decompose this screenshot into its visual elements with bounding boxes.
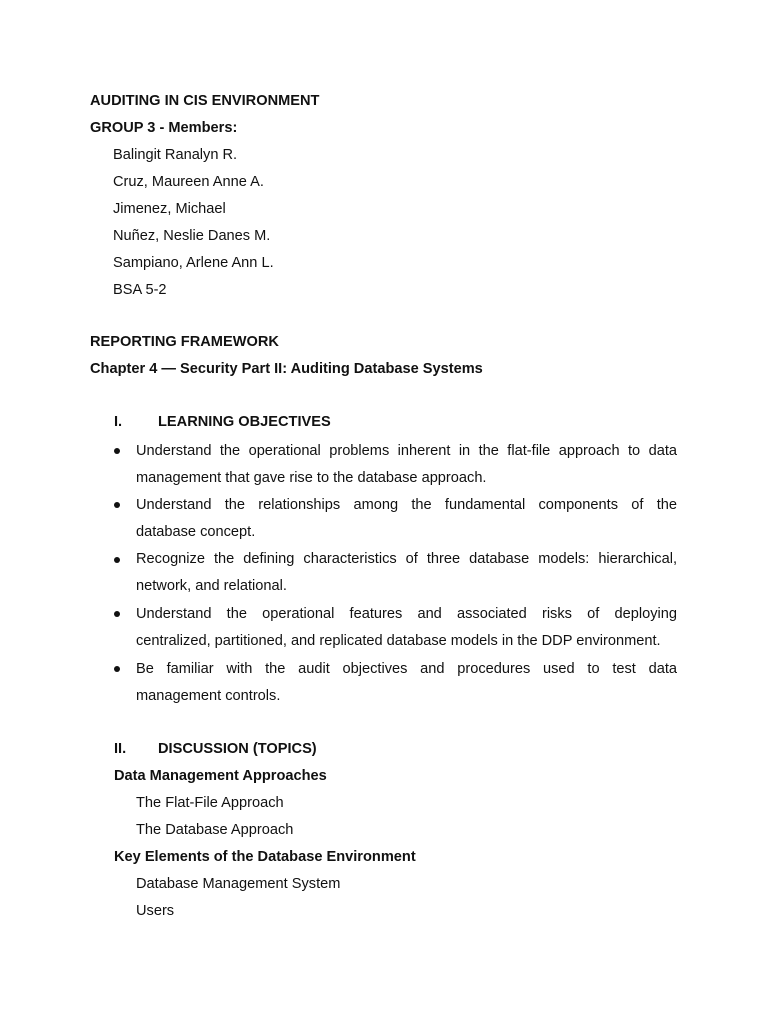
- group-heading: GROUP 3 - Members:: [90, 120, 238, 136]
- bullet-icon: [114, 666, 120, 672]
- objective-line: Understand the operational problems inherent in the flat-file approach to data: [136, 443, 677, 459]
- section-code: BSA 5-2: [113, 282, 167, 298]
- bullet-icon: [114, 611, 120, 617]
- chapter-title: Chapter 4 — Security Part II: Auditing Database Systems: [90, 361, 483, 377]
- topic-item: Users: [136, 903, 175, 919]
- document-title: AUDITING IN CIS ENVIRONMENT: [90, 93, 320, 109]
- topic-item: The Database Approach: [136, 822, 294, 838]
- section-numeral: I.: [114, 414, 123, 430]
- objective-item: [136, 492, 677, 546]
- framework-title: REPORTING FRAMEWORK: [90, 334, 279, 350]
- bullet-icon: [114, 502, 120, 508]
- objective-line: Understand the relationships among the fundamental components of the: [136, 497, 677, 513]
- topic-item: The Flat-File Approach: [136, 795, 284, 811]
- topic-heading: Key Elements of the Database Environment: [114, 849, 416, 865]
- topic-heading: Data Management Approaches: [114, 768, 327, 784]
- objective-item: [136, 438, 677, 492]
- member-name: Balingit Ranalyn R.: [113, 147, 238, 163]
- bullet-icon: [114, 557, 120, 563]
- objective-line: database concept.: [136, 524, 256, 540]
- objective-item: [136, 601, 677, 655]
- objective-line: Understand the operational features and associated risks of deploying: [136, 606, 677, 622]
- topic-item: Database Management System: [136, 876, 341, 892]
- objective-line: centralized, partitioned, and replicated database models in the DDP environment.: [136, 633, 661, 649]
- member-name: Nuñez, Neslie Danes M.: [113, 228, 271, 244]
- member-name: Sampiano, Arlene Ann L.: [113, 255, 274, 271]
- objective-item: [136, 546, 677, 600]
- discussion-title: DISCUSSION (TOPICS): [158, 741, 317, 757]
- objective-line: Be familiar with the audit objectives and procedures used to test data: [136, 661, 677, 677]
- objective-line: management that gave rise to the database approach.: [136, 470, 487, 486]
- objective-line: network, and relational.: [136, 578, 287, 594]
- objective-item: [136, 656, 677, 710]
- bullet-icon: [114, 448, 120, 454]
- objective-line: management controls.: [136, 688, 281, 704]
- objectives-title: LEARNING OBJECTIVES: [158, 414, 331, 430]
- member-name: Jimenez, Michael: [113, 201, 226, 217]
- member-name: Cruz, Maureen Anne A.: [113, 174, 264, 190]
- section-numeral: II.: [114, 741, 127, 757]
- objective-line: Recognize the defining characteristics of three database models: hierarchical,: [136, 551, 677, 567]
